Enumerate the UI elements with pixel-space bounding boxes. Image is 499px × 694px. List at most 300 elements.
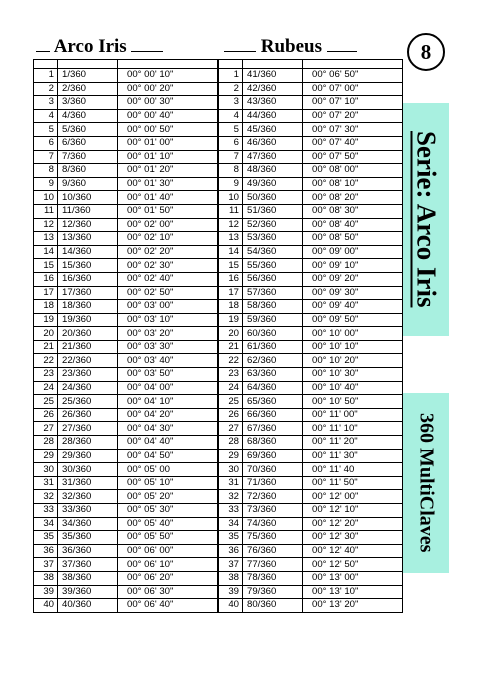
row-number: 25 — [219, 395, 243, 409]
row-number: 12 — [34, 218, 58, 232]
fraction-cell: 17/360 — [58, 286, 118, 300]
row-number: 31 — [34, 476, 58, 490]
table-row — [34, 96, 218, 110]
table-row — [34, 259, 218, 273]
angle-cell: 00° 11' 50" — [303, 476, 403, 490]
angle-cell: 00° 01' 50" — [118, 204, 218, 218]
row-number: 20 — [219, 327, 243, 341]
fraction-cell: 3/360 — [58, 96, 118, 110]
fraction-cell: 79/360 — [243, 585, 303, 599]
angle-cell: 00° 04' 50" — [118, 449, 218, 463]
fraction-cell: 52/360 — [243, 218, 303, 232]
fraction-cell: 40/360 — [58, 599, 118, 613]
row-number: 13 — [34, 232, 58, 246]
table-row — [219, 368, 403, 382]
angle-cell: 00° 12' 40" — [303, 544, 403, 558]
table-row — [219, 395, 403, 409]
angle-cell: 00° 08' 20" — [303, 191, 403, 205]
angle-cell: 00° 00' 40" — [118, 109, 218, 123]
table-row — [219, 272, 403, 286]
table-row — [34, 408, 218, 422]
row-number: 9 — [34, 177, 58, 191]
left-key-table — [33, 59, 218, 613]
row-number: 24 — [219, 381, 243, 395]
table-row — [219, 558, 403, 572]
angle-cell: 00° 00' 30" — [118, 96, 218, 110]
angle-cell: 00° 08' 00" — [303, 164, 403, 178]
angle-cell: 00° 12' 30" — [303, 531, 403, 545]
angle-cell: 00° 06' 00" — [118, 544, 218, 558]
fraction-cell: 21/360 — [58, 340, 118, 354]
table-row — [219, 327, 403, 341]
table-row — [219, 109, 403, 123]
fraction-cell: 54/360 — [243, 245, 303, 259]
table-row — [219, 259, 403, 273]
table-header-row — [34, 60, 218, 69]
fraction-cell: 19/360 — [58, 313, 118, 327]
row-number: 22 — [34, 354, 58, 368]
fraction-cell: 69/360 — [243, 449, 303, 463]
table-row — [34, 585, 218, 599]
table-row — [219, 531, 403, 545]
fraction-cell: 29/360 — [58, 449, 118, 463]
table-row — [34, 136, 218, 150]
angle-cell: 00° 13' 10" — [303, 585, 403, 599]
right-key-table — [218, 59, 403, 613]
table-row — [34, 476, 218, 490]
angle-cell: 00° 03' 40" — [118, 354, 218, 368]
table-row — [219, 449, 403, 463]
angle-cell: 00° 12' 10" — [303, 504, 403, 518]
row-number: 17 — [219, 286, 243, 300]
table-row — [219, 191, 403, 205]
fraction-cell: 42/360 — [243, 82, 303, 96]
angle-cell: 00° 11' 30" — [303, 449, 403, 463]
table-row — [219, 96, 403, 110]
table-row — [34, 463, 218, 477]
fraction-cell: 4/360 — [58, 109, 118, 123]
fraction-cell: 1/360 — [58, 69, 118, 83]
row-number: 36 — [219, 544, 243, 558]
row-number: 21 — [34, 340, 58, 354]
table-row — [219, 204, 403, 218]
fraction-cell: 48/360 — [243, 164, 303, 178]
row-number: 28 — [34, 436, 58, 450]
angle-cell: 00° 01' 40" — [118, 191, 218, 205]
angle-cell: 00° 06' 30" — [118, 585, 218, 599]
fraction-cell: 50/360 — [243, 191, 303, 205]
angle-cell: 00° 13' 00" — [303, 571, 403, 585]
table-row — [34, 123, 218, 137]
fraction-cell: 73/360 — [243, 504, 303, 518]
fraction-cell: 31/360 — [58, 476, 118, 490]
table-row — [34, 381, 218, 395]
angle-cell: 00° 02' 30" — [118, 259, 218, 273]
fraction-cell: 11/360 — [58, 204, 118, 218]
left-table-title: Arco Iris — [53, 36, 127, 57]
table-row — [34, 300, 218, 314]
fraction-cell: 65/360 — [243, 395, 303, 409]
angle-cell: 00° 04' 40" — [118, 436, 218, 450]
angle-cell: 00° 05' 10" — [118, 476, 218, 490]
angle-cell: 00° 07' 40" — [303, 136, 403, 150]
table-row — [34, 272, 218, 286]
row-number: 7 — [219, 150, 243, 164]
angle-cell: 00° 06' 10" — [118, 558, 218, 572]
angle-cell: 00° 04' 10" — [118, 395, 218, 409]
angle-cell: 00° 12' 20" — [303, 517, 403, 531]
row-number: 11 — [34, 204, 58, 218]
row-number: 5 — [219, 123, 243, 137]
table-row — [34, 531, 218, 545]
angle-cell: 00° 09' 00" — [303, 245, 403, 259]
row-number: 24 — [34, 381, 58, 395]
table-row — [34, 327, 218, 341]
table-row — [34, 490, 218, 504]
angle-cell: 00° 02' 10" — [118, 232, 218, 246]
table-row — [219, 177, 403, 191]
row-number: 18 — [34, 300, 58, 314]
fraction-cell: 51/360 — [243, 204, 303, 218]
row-number: 19 — [219, 313, 243, 327]
angle-cell: 00° 01' 00" — [118, 136, 218, 150]
table-row — [34, 422, 218, 436]
fraction-cell: 60/360 — [243, 327, 303, 341]
fraction-cell: 18/360 — [58, 300, 118, 314]
fraction-cell: 70/360 — [243, 463, 303, 477]
table-row — [34, 340, 218, 354]
row-number: 36 — [34, 544, 58, 558]
angle-cell: 00° 00' 50" — [118, 123, 218, 137]
fraction-cell: 75/360 — [243, 531, 303, 545]
angle-cell: 00° 02' 00" — [118, 218, 218, 232]
angle-cell: 00° 07' 10" — [303, 96, 403, 110]
row-number: 12 — [219, 218, 243, 232]
row-number: 17 — [34, 286, 58, 300]
angle-cell: 00° 06' 20" — [118, 571, 218, 585]
angle-cell: 00° 11' 20" — [303, 436, 403, 450]
fraction-cell: 57/360 — [243, 286, 303, 300]
row-number: 14 — [219, 245, 243, 259]
table-row — [34, 354, 218, 368]
fraction-cell: 46/360 — [243, 136, 303, 150]
angle-cell: 00° 10' 30" — [303, 368, 403, 382]
fraction-cell: 53/360 — [243, 232, 303, 246]
fraction-cell: 33/360 — [58, 504, 118, 518]
fraction-cell: 25/360 — [58, 395, 118, 409]
fraction-cell: 13/360 — [58, 232, 118, 246]
row-number: 4 — [219, 109, 243, 123]
table-row — [219, 164, 403, 178]
angle-cell: 00° 01' 30" — [118, 177, 218, 191]
fraction-cell: 24/360 — [58, 381, 118, 395]
row-number: 32 — [219, 490, 243, 504]
angle-cell: 00° 09' 20" — [303, 272, 403, 286]
angle-cell: 00° 02' 20" — [118, 245, 218, 259]
fraction-cell: 62/360 — [243, 354, 303, 368]
angle-cell: 00° 05' 30" — [118, 504, 218, 518]
row-number: 4 — [34, 109, 58, 123]
angle-cell: 00° 05' 00 — [118, 463, 218, 477]
row-number: 6 — [34, 136, 58, 150]
row-number: 32 — [34, 490, 58, 504]
row-number: 3 — [34, 96, 58, 110]
table-row — [34, 368, 218, 382]
angle-cell: 00° 11' 40 — [303, 463, 403, 477]
row-number: 38 — [219, 571, 243, 585]
row-number: 37 — [34, 558, 58, 572]
table-row — [34, 232, 218, 246]
table-row — [219, 544, 403, 558]
fraction-cell: 6/360 — [58, 136, 118, 150]
fraction-cell: 71/360 — [243, 476, 303, 490]
row-number: 27 — [34, 422, 58, 436]
fraction-cell: 45/360 — [243, 123, 303, 137]
table-row — [219, 517, 403, 531]
row-number: 8 — [219, 164, 243, 178]
fraction-cell: 12/360 — [58, 218, 118, 232]
table-row — [34, 245, 218, 259]
angle-cell: 00° 07' 30" — [303, 123, 403, 137]
row-number: 29 — [34, 449, 58, 463]
angle-cell: 00° 09' 40" — [303, 300, 403, 314]
row-number: 39 — [219, 585, 243, 599]
row-number: 8 — [34, 164, 58, 178]
fraction-cell: 22/360 — [58, 354, 118, 368]
table-row — [219, 313, 403, 327]
row-number: 10 — [34, 191, 58, 205]
fraction-cell: 59/360 — [243, 313, 303, 327]
row-number: 6 — [219, 136, 243, 150]
fraction-cell: 61/360 — [243, 340, 303, 354]
row-number: 11 — [219, 204, 243, 218]
table-row — [219, 136, 403, 150]
angle-cell: 00° 12' 50" — [303, 558, 403, 572]
row-number: 13 — [219, 232, 243, 246]
row-number: 2 — [34, 82, 58, 96]
row-number: 20 — [34, 327, 58, 341]
fraction-cell: 41/360 — [243, 69, 303, 83]
table-row — [34, 436, 218, 450]
fraction-cell: 66/360 — [243, 408, 303, 422]
fraction-cell: 80/360 — [243, 599, 303, 613]
row-number: 2 — [219, 82, 243, 96]
angle-cell: 00° 03' 10" — [118, 313, 218, 327]
angle-cell: 00° 04' 20" — [118, 408, 218, 422]
row-number: 3 — [219, 96, 243, 110]
angle-cell: 00° 10' 20" — [303, 354, 403, 368]
angle-cell: 00° 05' 20" — [118, 490, 218, 504]
fraction-cell: 64/360 — [243, 381, 303, 395]
angle-cell: 00° 02' 50" — [118, 286, 218, 300]
angle-cell: 00° 03' 30" — [118, 340, 218, 354]
row-number: 40 — [34, 599, 58, 613]
table-row — [34, 82, 218, 96]
row-number: 38 — [34, 571, 58, 585]
row-number: 35 — [219, 531, 243, 545]
fraction-cell: 30/360 — [58, 463, 118, 477]
row-number: 1 — [34, 69, 58, 83]
angle-cell: 00° 07' 20" — [303, 109, 403, 123]
table-row — [34, 204, 218, 218]
angle-cell: 00° 00' 10" — [118, 69, 218, 83]
subtitle-label: 360 MultiClaves — [415, 413, 438, 553]
fraction-cell: 20/360 — [58, 327, 118, 341]
table-row — [34, 599, 218, 613]
row-number: 39 — [34, 585, 58, 599]
right-table-heading — [224, 36, 357, 58]
row-number: 23 — [34, 368, 58, 382]
angle-cell: 00° 13' 20" — [303, 599, 403, 613]
angle-cell: 00° 08' 30" — [303, 204, 403, 218]
fraction-cell: 15/360 — [58, 259, 118, 273]
row-number: 22 — [219, 354, 243, 368]
row-number: 18 — [219, 300, 243, 314]
fraction-cell: 56/360 — [243, 272, 303, 286]
table-header-row — [219, 60, 403, 69]
angle-cell: 00° 02' 40" — [118, 272, 218, 286]
fraction-cell: 8/360 — [58, 164, 118, 178]
angle-cell: 00° 10' 40" — [303, 381, 403, 395]
angle-cell: 00° 00' 20" — [118, 82, 218, 96]
angle-cell: 00° 08' 40" — [303, 218, 403, 232]
table-row — [219, 150, 403, 164]
fraction-cell: 35/360 — [58, 531, 118, 545]
table-row — [34, 191, 218, 205]
series-label: Serie: Arco Iris — [411, 131, 442, 308]
table-row — [34, 177, 218, 191]
table-row — [219, 504, 403, 518]
table-row — [34, 504, 218, 518]
row-number: 35 — [34, 531, 58, 545]
row-number: 31 — [219, 476, 243, 490]
table-row — [219, 422, 403, 436]
row-number: 33 — [34, 504, 58, 518]
row-number: 34 — [34, 517, 58, 531]
row-number: 33 — [219, 504, 243, 518]
row-number: 19 — [34, 313, 58, 327]
angle-cell: 00° 03' 20" — [118, 327, 218, 341]
angle-cell: 00° 11' 10" — [303, 422, 403, 436]
row-number: 21 — [219, 340, 243, 354]
table-row — [219, 232, 403, 246]
angle-cell: 00° 04' 00" — [118, 381, 218, 395]
angle-cell: 00° 03' 00" — [118, 300, 218, 314]
fraction-cell: 32/360 — [58, 490, 118, 504]
fraction-cell: 39/360 — [58, 585, 118, 599]
fraction-cell: 7/360 — [58, 150, 118, 164]
angle-cell: 00° 07' 50" — [303, 150, 403, 164]
angle-cell: 00° 01' 10" — [118, 150, 218, 164]
fraction-cell: 36/360 — [58, 544, 118, 558]
table-row — [219, 82, 403, 96]
row-number: 15 — [34, 259, 58, 273]
angle-cell: 00° 09' 10" — [303, 259, 403, 273]
fraction-cell: 27/360 — [58, 422, 118, 436]
angle-cell: 00° 09' 30" — [303, 286, 403, 300]
angle-cell: 00° 04' 30" — [118, 422, 218, 436]
angle-cell: 00° 11' 00" — [303, 408, 403, 422]
row-number: 28 — [219, 436, 243, 450]
table-row — [219, 476, 403, 490]
row-number: 7 — [34, 150, 58, 164]
page-number: 8 — [420, 39, 432, 64]
table-row — [34, 69, 218, 83]
row-number: 34 — [219, 517, 243, 531]
table-row — [219, 571, 403, 585]
fraction-cell: 74/360 — [243, 517, 303, 531]
fraction-cell: 49/360 — [243, 177, 303, 191]
row-number: 23 — [219, 368, 243, 382]
table-row — [34, 558, 218, 572]
fraction-cell: 10/360 — [58, 191, 118, 205]
table-row — [34, 164, 218, 178]
table-row — [219, 340, 403, 354]
subtitle-box — [403, 393, 449, 573]
fraction-cell: 78/360 — [243, 571, 303, 585]
fraction-cell: 55/360 — [243, 259, 303, 273]
row-number: 37 — [219, 558, 243, 572]
fraction-cell: 67/360 — [243, 422, 303, 436]
angle-cell: 00° 06' 40" — [118, 599, 218, 613]
angle-cell: 00° 05' 40" — [118, 517, 218, 531]
table-row — [34, 544, 218, 558]
table-row — [34, 395, 218, 409]
fraction-cell: 47/360 — [243, 150, 303, 164]
angle-cell: 00° 12' 00" — [303, 490, 403, 504]
row-number: 26 — [34, 408, 58, 422]
row-number: 1 — [219, 69, 243, 83]
angle-cell: 00° 09' 50" — [303, 313, 403, 327]
fraction-cell: 38/360 — [58, 571, 118, 585]
page-number-badge — [407, 33, 445, 71]
angle-cell: 00° 06' 50" — [303, 69, 403, 83]
angle-cell: 00° 03' 50" — [118, 368, 218, 382]
row-number: 30 — [34, 463, 58, 477]
row-number: 40 — [219, 599, 243, 613]
fraction-cell: 16/360 — [58, 272, 118, 286]
fraction-cell: 23/360 — [58, 368, 118, 382]
fraction-cell: 72/360 — [243, 490, 303, 504]
table-row — [219, 300, 403, 314]
fraction-cell: 63/360 — [243, 368, 303, 382]
series-label-box — [403, 103, 449, 336]
table-row — [34, 109, 218, 123]
table-row — [34, 286, 218, 300]
row-number: 14 — [34, 245, 58, 259]
row-number: 30 — [219, 463, 243, 477]
table-row — [219, 245, 403, 259]
left-table-heading — [36, 36, 163, 58]
table-row — [219, 354, 403, 368]
table-row — [34, 571, 218, 585]
fraction-cell: 28/360 — [58, 436, 118, 450]
table-row — [219, 69, 403, 83]
angle-cell: 00° 10' 00" — [303, 327, 403, 341]
angle-cell: 00° 07' 00" — [303, 82, 403, 96]
table-row — [219, 123, 403, 137]
table-row — [34, 449, 218, 463]
fraction-cell: 68/360 — [243, 436, 303, 450]
table-row — [219, 599, 403, 613]
angle-cell: 00° 10' 10" — [303, 340, 403, 354]
table-row — [219, 463, 403, 477]
angle-cell: 00° 05' 50" — [118, 531, 218, 545]
fraction-cell: 9/360 — [58, 177, 118, 191]
row-number: 9 — [219, 177, 243, 191]
fraction-cell: 2/360 — [58, 82, 118, 96]
table-row — [34, 313, 218, 327]
